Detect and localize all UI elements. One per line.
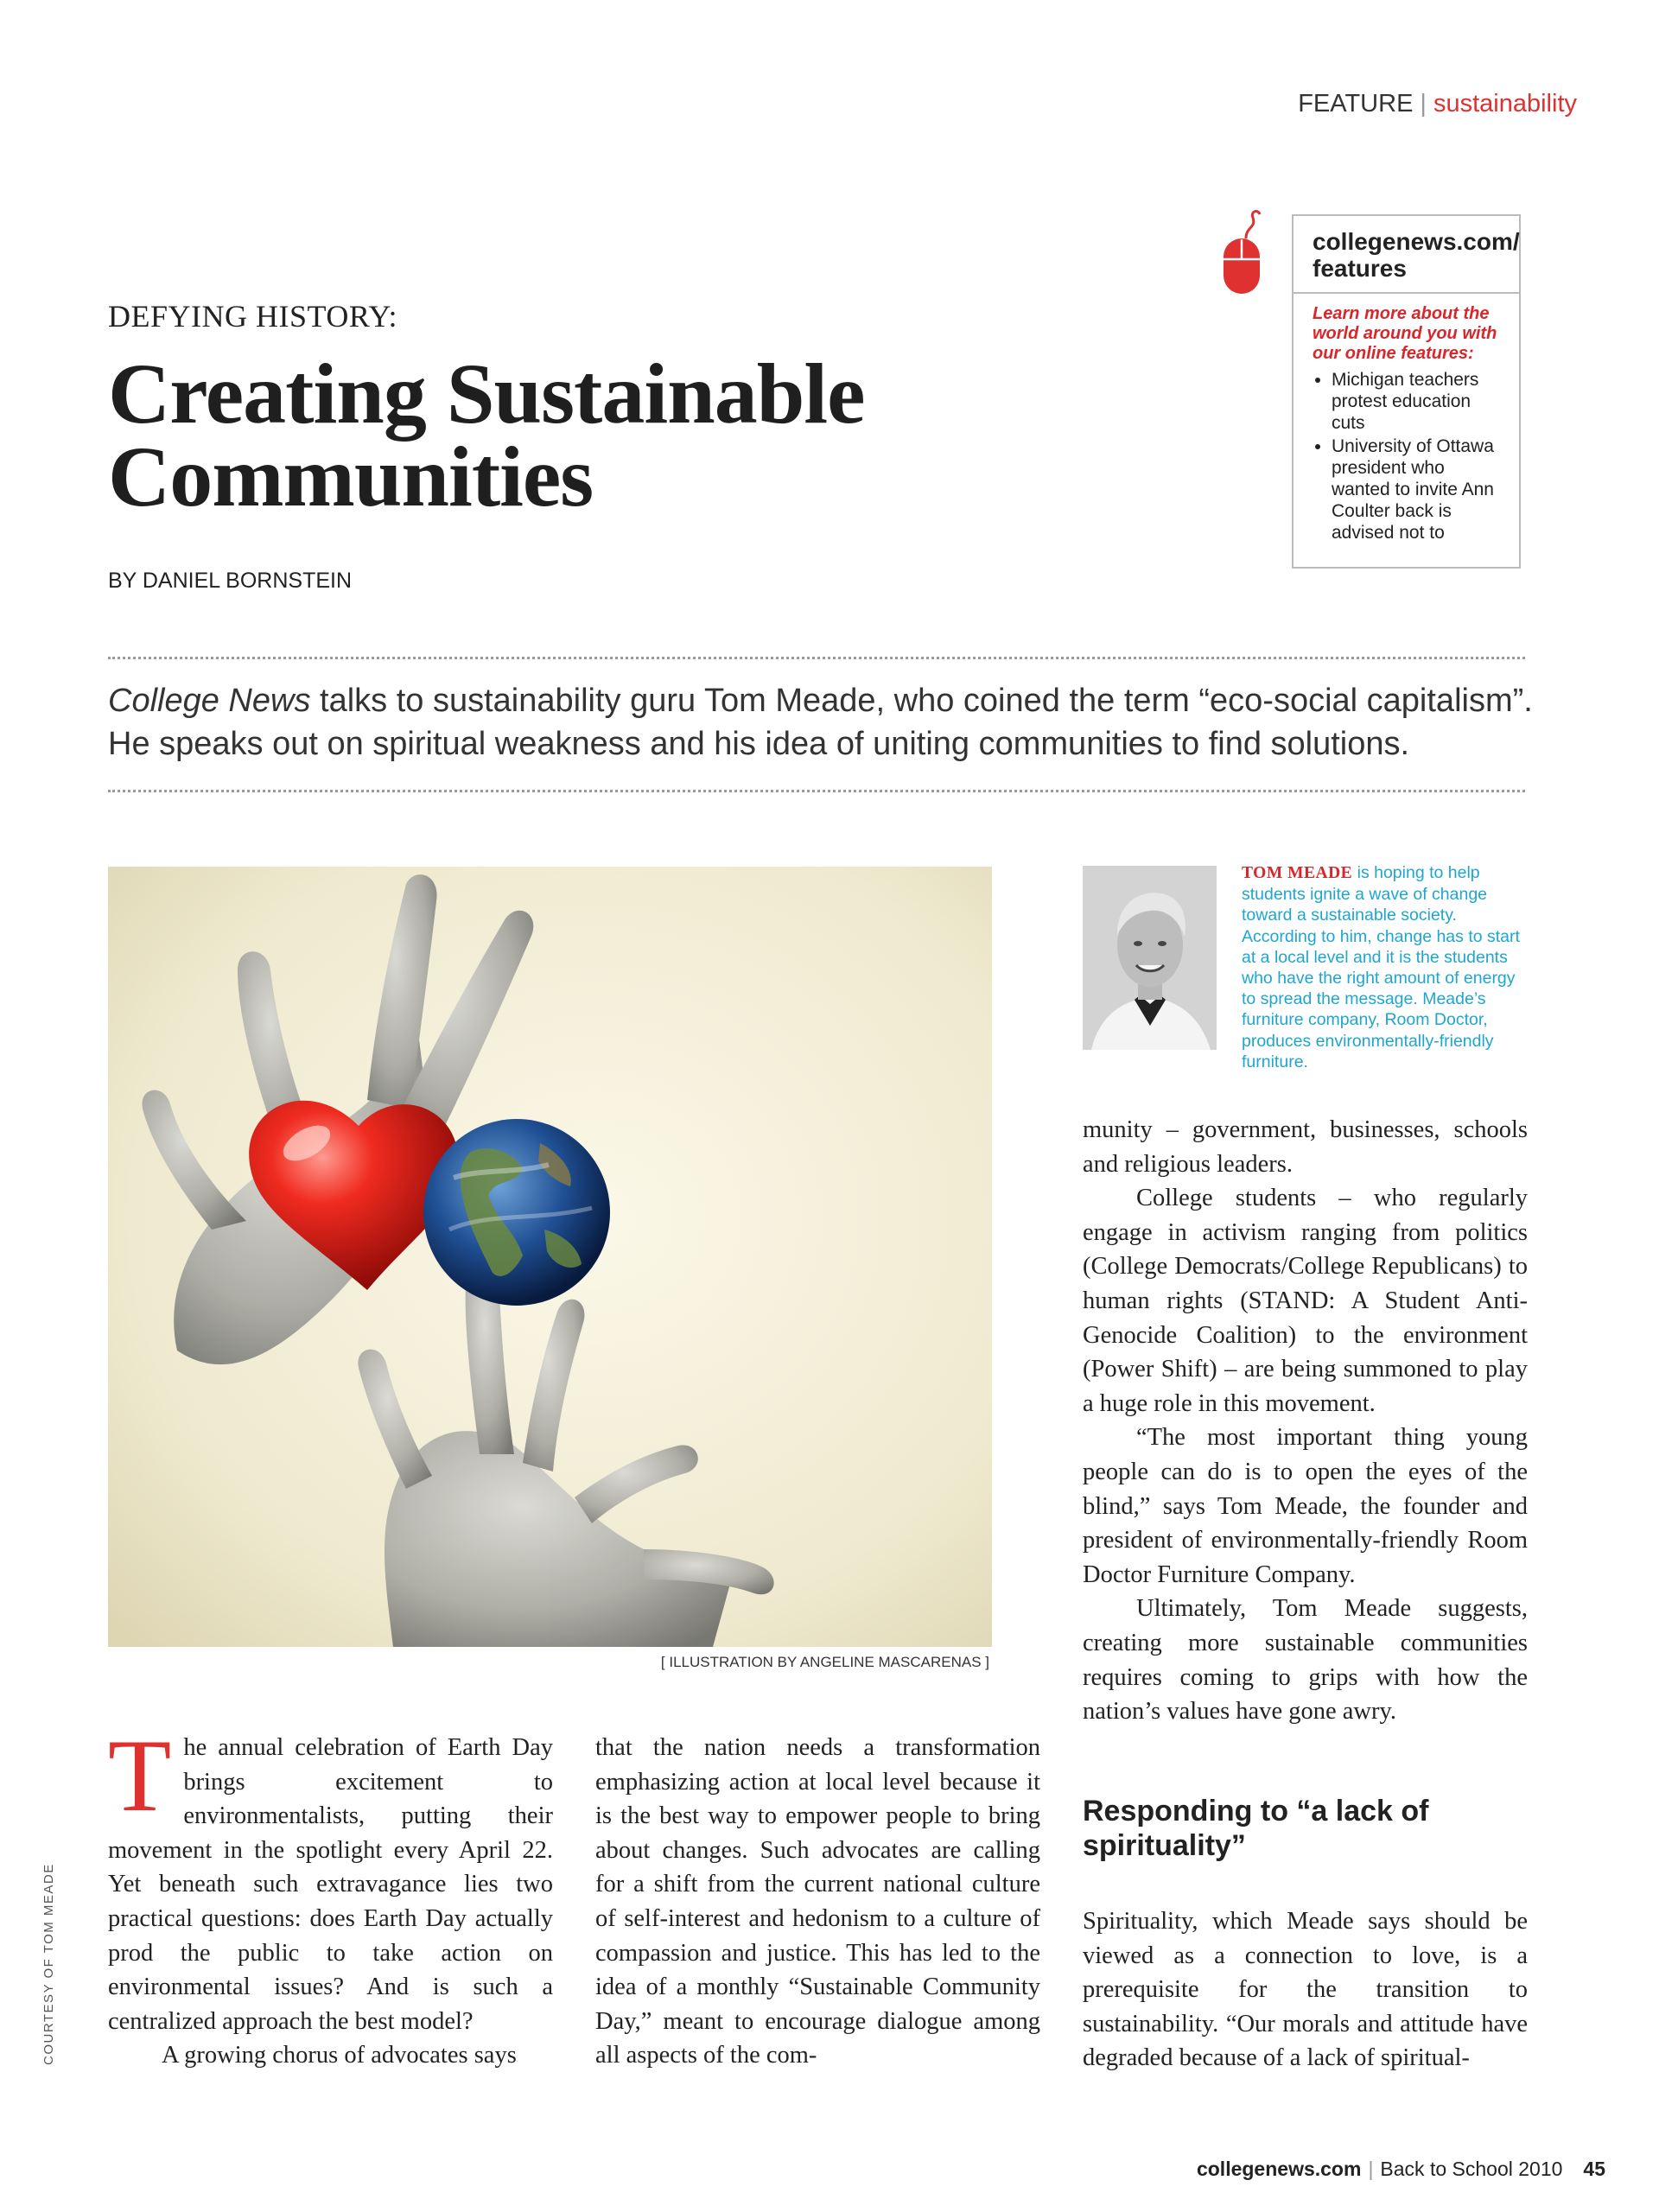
body-paragraph: “The most important thing young people can do is to open the eyes of the blind,” says Tom Meade, the founder and president of environmentally-friendly Room Doctor Furniture Company. <box>1083 1424 1528 1588</box>
caption-name: TOM MEADE <box>1242 864 1353 882</box>
caption-text: is hoping to help students ignite a wave of change toward a sustainable society. According to him, change has to start at a local level and it is the students who have the right amount of energy to spread the message. Meade’s furniture company, Room Doctor, produces environmentally-friendly furniture. <box>1242 863 1520 1071</box>
illustration-credit: [ ILLUSTRATION BY ANGELINE MASCARENAS ] <box>660 1654 989 1670</box>
photo-side-credit: COURTESY OF TOM MEADE <box>41 1863 56 2065</box>
page-number: 45 <box>1583 2158 1605 2180</box>
body-paragraph: College students – who regularly engage in activism ranging from politics (College Democrats/College Republicans) to human rights (STAND: A Student Anti-Genocide Coalition) to the environment (Power Shift) – are being summoned to play a huge role in this movement. <box>1083 1185 1528 1417</box>
deck-text: talks to sustainability guru Tom Meade, who coined the term “eco-social capitalism”. He speaks out on spiritual weakness and his idea of uniting communities to find solutions. <box>108 683 1533 762</box>
body-paragraph: Spirituality, which Meade says should be viewed as a connection to love, is a prerequisite for the transition to sustainability. “Our morals and attitude have degraded because of a lack of spiritual- <box>1083 1908 1528 2072</box>
body-column-1 <box>108 1718 553 2073</box>
online-feature-item[interactable]: • Michigan teachers protest education cuts <box>1332 369 1500 434</box>
section-label <box>1298 90 1577 118</box>
footer-issue: Back to School 2010 <box>1380 2158 1563 2180</box>
body-column-2 <box>595 1731 1040 2073</box>
article-kicker: DEFYING HISTORY: <box>108 299 398 334</box>
online-box-divider <box>1294 292 1519 294</box>
online-box-title[interactable]: collegenews.com/ features <box>1313 228 1520 282</box>
drop-cap: T <box>108 1718 172 1833</box>
deck-divider-top <box>108 657 1525 659</box>
online-features-list <box>1313 369 1500 543</box>
subsection-name: sustainability <box>1433 90 1577 118</box>
portrait-caption <box>1242 862 1529 1072</box>
body-column-3-top <box>1083 1113 1528 1729</box>
article-byline: BY DANIEL BORNSTEIN <box>108 569 353 593</box>
deck-divider-bottom <box>108 790 1525 792</box>
hands-earth-heart-illustration <box>108 867 992 1647</box>
online-feature-item[interactable]: • University of Ottawa president who wanted to invite Ann Coulter back is advised not to <box>1332 435 1500 543</box>
body-paragraph: that the nation needs a transformation emphasizing action at local level because it is the best way to empower people to bring about changes. Such advocates are calling for a shift from the current national culture of self-interest and hedonism to a culture of compassion and justice. This has led to the idea of a monthly “Sustainable Community Day,” meant to encourage dialogue among all aspects of the com- <box>595 1734 1040 2069</box>
page-footer <box>1197 2158 1605 2181</box>
section-subhead: Responding to “a lack of spirituality” <box>1083 1795 1429 1862</box>
body-column-3-bottom <box>1083 1904 1528 2075</box>
article-headline: Creating Sustainable Communities <box>108 346 865 524</box>
body-paragraph: munity – government, businesses, schools and religious leaders. <box>1083 1116 1528 1178</box>
article-deck <box>108 679 1534 766</box>
footer-separator: | <box>1368 2158 1374 2180</box>
section-name: FEATURE <box>1298 90 1414 118</box>
body-paragraph: A growing chorus of advocates says <box>162 2042 517 2069</box>
computer-mouse-icon <box>1220 209 1263 296</box>
footer-site[interactable]: collegenews.com <box>1196 2158 1362 2180</box>
section-separator: | <box>1420 90 1427 118</box>
deck-publication: College News <box>108 683 311 719</box>
body-paragraph: Ultimately, Tom Meade suggests, creating more sustainable communities requires coming to grips with how the nation’s values have gone awry. <box>1083 1595 1528 1726</box>
body-paragraph: he annual celebration of Earth Day brings excitement to environmentalists, putting their movement in the spotlight every April 22. Yet beneath such extravagance lies two practical questions: does Earth Day actually prod the public to take action on environmental issues? And is such a centralized approach the best model? <box>108 1734 553 2035</box>
online-features-box <box>1292 214 1521 569</box>
online-box-intro: Learn more about the world around you with our online features: <box>1313 304 1497 363</box>
tom-meade-portrait <box>1083 866 1217 1050</box>
